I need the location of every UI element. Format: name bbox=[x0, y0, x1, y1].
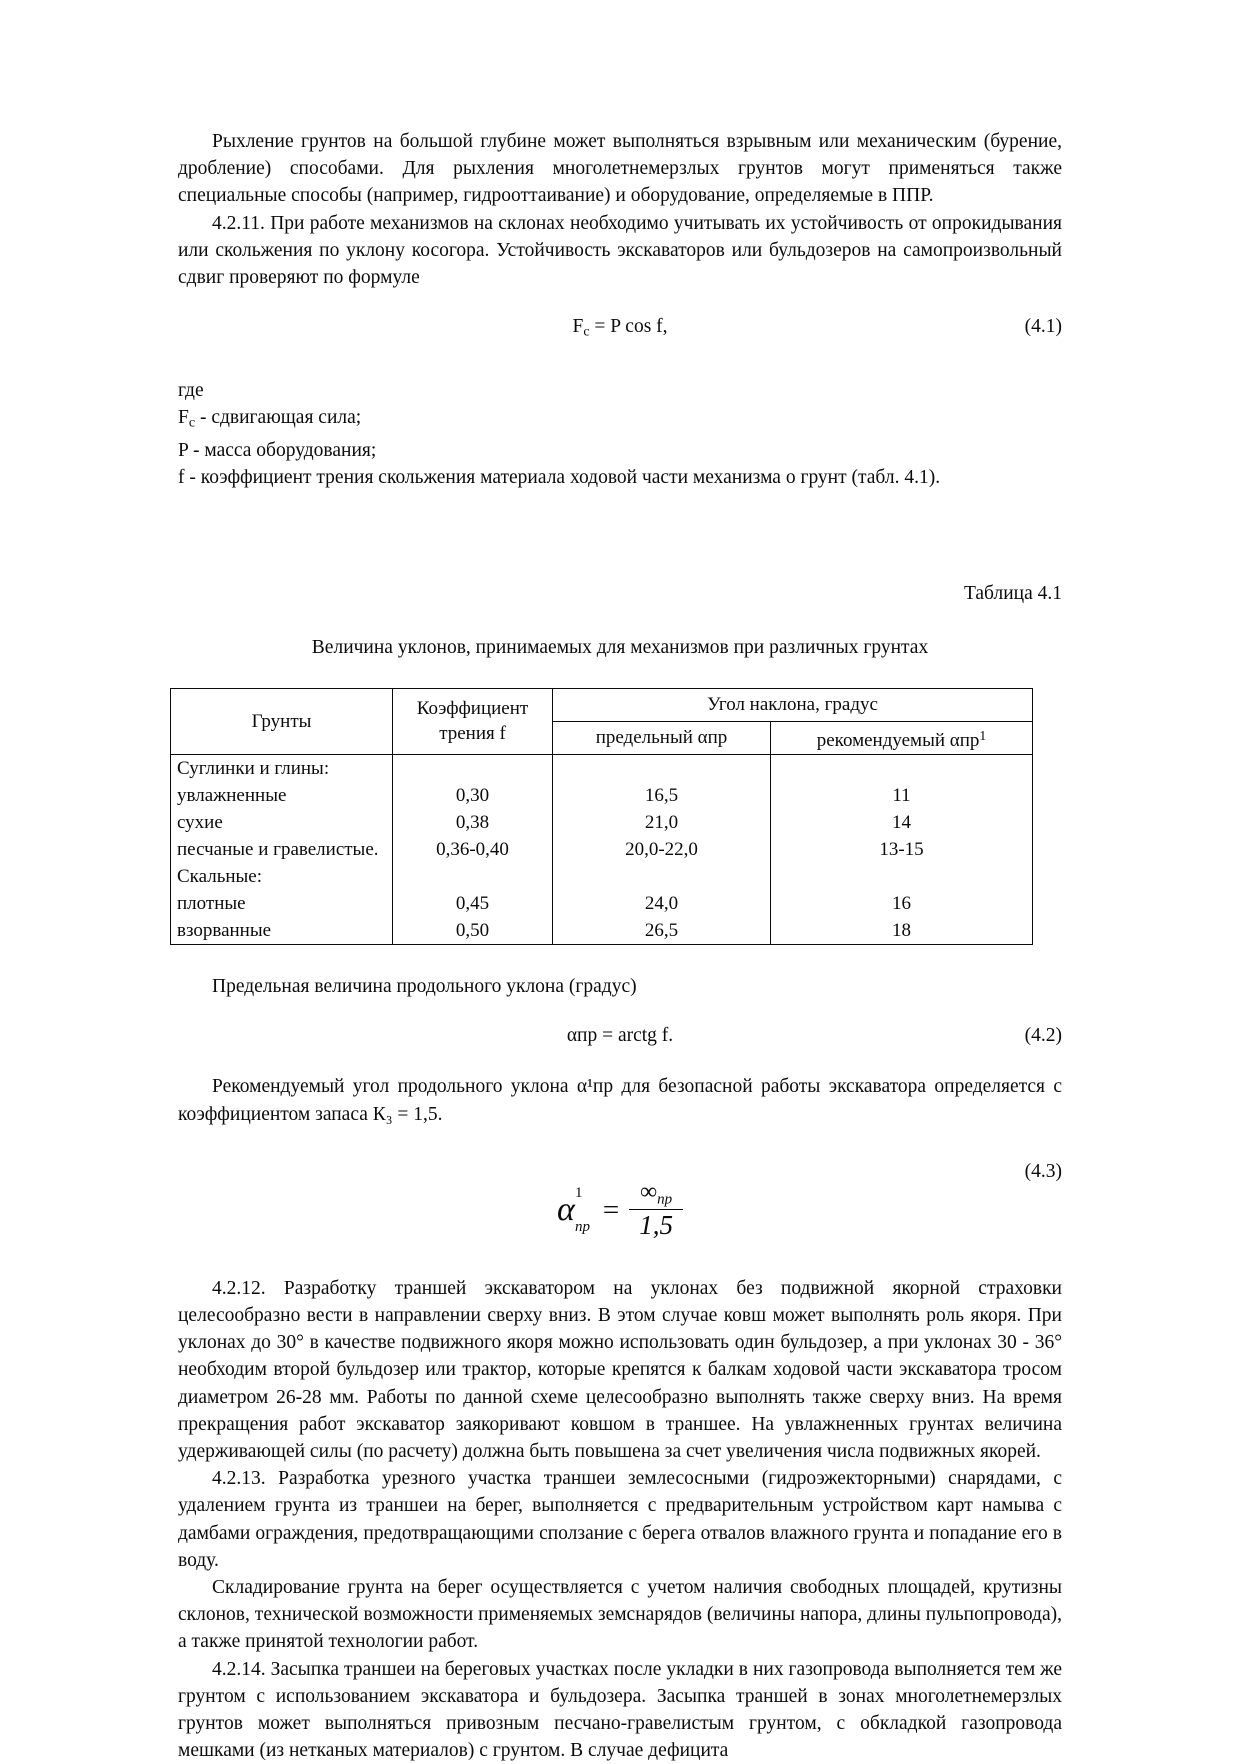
paragraph-4-2-13: 4.2.13. Разработка урезного участка траншеи землесосными (гидроэжекторными) снарядами, с удалением грунта из траншеи на берег, выполняется с предварительным устройством карт намыва с дамбами ограждения, предотвращающими сползание с берега отвалов влажного грунта и попадание его в воду. bbox=[178, 1468, 1062, 1571]
paragraph-limit-value: Предельная величина продольного уклона (градус) bbox=[212, 976, 637, 998]
paragraph-4-2-12: 4.2.12. Разработку траншей экскаватором на уклонах без подвижной якорной страховки целесообразно вести в направлении сверху вниз. В этом случае ковш может выполнять роль якоря. При уклонах до 30° в качестве подвижного якоря можно использовать один бульдозер, а при уклонах 30 - 36° необходим второй бульдозер или трактор, которые крепятся к балкам ходовой части экскаватора тросом диаметром 26-28 мм. Работы по данной схеме целесообразно выполнять также сверху вниз. На время прекращения работ экскаватор заякоривают ковшом в траншее. На увлажненных грунтах величина удерживающей силы (по расчету) должна быть повышена за счет увеличения числа подвижных якорей. bbox=[178, 1277, 1062, 1463]
table-title: Величина уклонов, принимаемых для механизмов при различных грунтах bbox=[311, 636, 929, 658]
table-row bbox=[171, 890, 1033, 917]
table-row bbox=[171, 782, 1033, 809]
cell-ground-name: взорванные bbox=[171, 917, 393, 945]
equation-4-2 bbox=[178, 1022, 1062, 1049]
equation-4-3-fraction bbox=[629, 1180, 683, 1241]
table-row bbox=[171, 755, 1033, 783]
cell-recommended: 18 bbox=[771, 917, 1033, 945]
equation-4-3-alpha: α 1 пр bbox=[557, 1185, 591, 1236]
header-grounds: Грунты bbox=[171, 688, 393, 754]
definition-item-fc: $F_c$ - сдвигающая сила; bbox=[178, 407, 362, 431]
cell-recommended: 13-15 bbox=[771, 836, 1033, 863]
equation-4-3 bbox=[178, 1180, 1062, 1241]
table-number-label: Таблица 4.1 bbox=[963, 582, 1062, 604]
cell-limit: 20,0-22,0 bbox=[553, 836, 771, 863]
equation-4-1 bbox=[178, 313, 1062, 346]
header-recommended-angle: рекомендуемый αпр$^1$ bbox=[771, 721, 1033, 754]
definition-item-p: P - масса оборудования; bbox=[178, 440, 377, 462]
table-row bbox=[171, 809, 1033, 836]
equation-4-2-number: (4.2) bbox=[1024, 1025, 1062, 1047]
cell-recommended: 16 bbox=[771, 890, 1033, 917]
cell-recommended bbox=[771, 755, 1033, 783]
header-friction-line2: трения f bbox=[439, 723, 506, 745]
cell-friction bbox=[393, 755, 553, 783]
cell-ground-name: песчаные и гравелистые. bbox=[171, 836, 393, 863]
paragraph-4-2-11: 4.2.11. При работе механизмов на склонах необходимо учитывать их устойчивость от опрокидывания или скольжения по уклону косогора. Устойчивость экскаваторов или бульдозеров на самопроизвольный сдвиг проверяют по формуле bbox=[178, 212, 1062, 289]
cell-limit: 24,0 bbox=[553, 890, 771, 917]
grounds-slope-table bbox=[170, 688, 1033, 945]
equation-4-3-number: (4.3) bbox=[1024, 1160, 1062, 1182]
cell-limit: 16,5 bbox=[553, 782, 771, 809]
definition-item-f: f - коэффициент трения скольжения материала ходовой части механизма о грунт (табл. 4.1). bbox=[178, 467, 941, 489]
document-body bbox=[178, 128, 1062, 1764]
paragraph-intro: Рыхление грунтов на большой глубине может выполняться взрывным или механическим (бурение, дробление) способами. Для рыхления многолетнемерзлых грунтов могут применяться также специальные способы (например, гидрооттаивание) и оборудование, определяемые в ППР. bbox=[178, 131, 1062, 207]
equation-4-1-number: (4.1) bbox=[1024, 316, 1062, 338]
cell-limit bbox=[553, 755, 771, 783]
cell-recommended: 11 bbox=[771, 782, 1033, 809]
cell-friction bbox=[393, 863, 553, 890]
cell-ground-name: Суглинки и глины: bbox=[171, 755, 393, 783]
paragraph-storage: Складирование грунта на берег осуществляется с учетом наличия свободных площадей, крутизны склонов, технической возможности применяемых земснарядов (величины напора, длины пульпопровода), а также принятой технологии работ. bbox=[178, 1577, 1062, 1653]
cell-recommended bbox=[771, 863, 1033, 890]
paragraph-recommended-angle: Рекомендуемый угол продольного уклона α¹пр для безопасной работы экскаватора определяется с коэффициентом запаса К₃ = 1,5. bbox=[178, 1076, 1062, 1125]
equation-4-1-expression: $F_c = P$ cos f, bbox=[572, 316, 668, 340]
cell-friction: 0,36-0,40 bbox=[393, 836, 553, 863]
equation-4-3-equals: = bbox=[602, 1193, 620, 1226]
header-limit-angle: предельный αпр bbox=[553, 721, 771, 754]
cell-limit: 21,0 bbox=[553, 809, 771, 836]
table-head bbox=[171, 688, 1033, 754]
cell-friction: 0,30 bbox=[393, 782, 553, 809]
table-row bbox=[171, 917, 1033, 945]
table-row bbox=[171, 863, 1033, 890]
cell-limit bbox=[553, 863, 771, 890]
cell-ground-name: сухие bbox=[171, 809, 393, 836]
table-body bbox=[171, 755, 1033, 945]
equation-4-2-expression: αпр = arctg f. bbox=[566, 1025, 674, 1047]
equation-4-3-denominator: 1,5 bbox=[639, 1210, 673, 1241]
cell-ground-name: увлажненные bbox=[171, 782, 393, 809]
header-slope-angle-group: Угол наклона, градус bbox=[553, 688, 1033, 721]
definitions-list bbox=[178, 377, 1062, 491]
cell-ground-name: Скальные: bbox=[171, 863, 393, 890]
table-header-row-1 bbox=[171, 688, 1033, 721]
equation-4-3-numerator: ∞пр bbox=[640, 1178, 673, 1208]
cell-friction: 0,38 bbox=[393, 809, 553, 836]
paragraph-4-2-14: 4.2.14. Засыпка траншеи на береговых участках после укладки в них газопровода выполняется тем же грунтом с использованием экскаватора и бульдозера. Засыпка траншей в зонах многолетнемерзлых грунтов может выполняться привозным песчано-гравелистым грунтом, с обкладкой газопровода мешками (из нетканых материалов) с грунтом. В случае дефицита bbox=[178, 1658, 1062, 1762]
cell-friction: 0,45 bbox=[393, 890, 553, 917]
cell-friction: 0,50 bbox=[393, 917, 553, 945]
header-friction-coefficient bbox=[393, 688, 553, 754]
cell-recommended: 14 bbox=[771, 809, 1033, 836]
header-friction-line1: Коэффициент bbox=[416, 698, 529, 720]
table-row bbox=[171, 836, 1033, 863]
definitions-where-label: где bbox=[178, 380, 204, 402]
cell-ground-name: плотные bbox=[171, 890, 393, 917]
cell-limit: 26,5 bbox=[553, 917, 771, 945]
